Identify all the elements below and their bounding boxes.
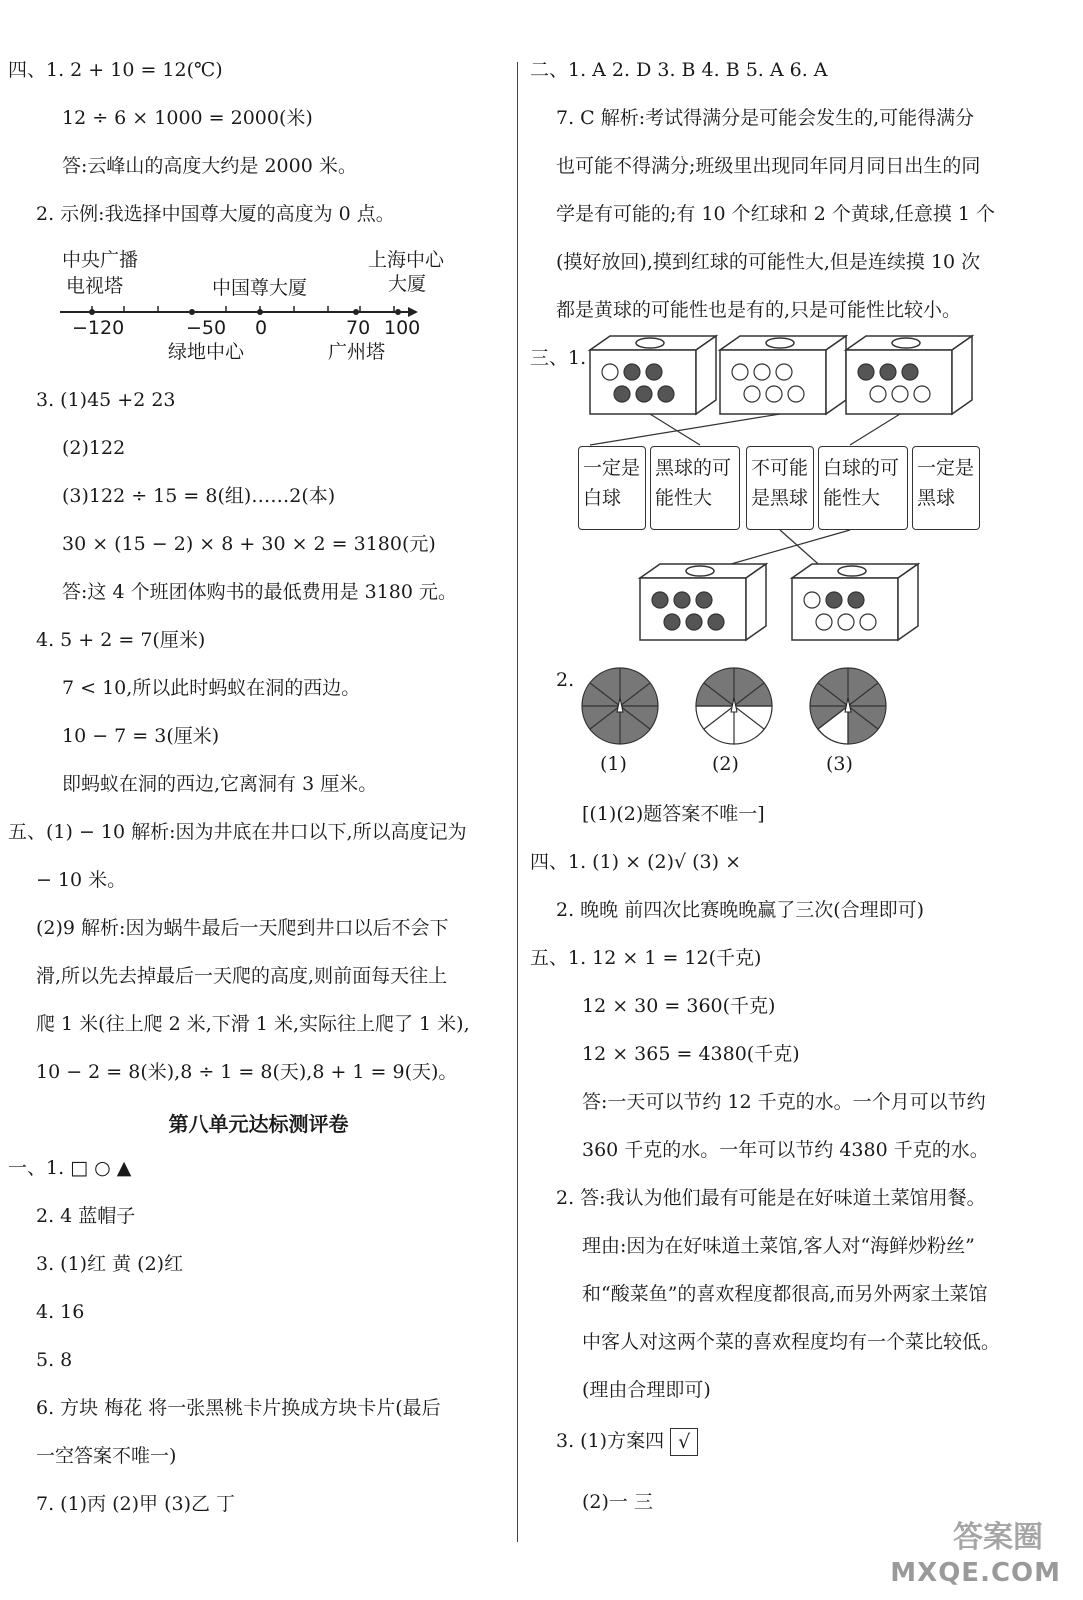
- answer-line: 12 ÷ 6 × 1000 = 2000(米): [62, 107, 313, 129]
- watermark-logo-text: 答案圈: [953, 1520, 1043, 1555]
- answer-line: 4. 5 + 2 = 7(厘米): [36, 629, 206, 651]
- number-line-label: 中央广播: [62, 249, 139, 271]
- answer-line: 也可能不得满分;班级里出现同年同月同日出生的同: [556, 155, 981, 177]
- answer-line: (2)122: [62, 437, 126, 459]
- watermark-url: MXQE.COM: [890, 1558, 1061, 1588]
- spinner-label: (2): [712, 753, 739, 775]
- answer-line: 即蚂蚁在洞的西边,它离洞有 3 厘米。: [62, 773, 378, 795]
- answer-line: 2. 晚晚 前四次比赛晚晚赢了三次(合理即可): [556, 899, 925, 921]
- answer-line: 都是黄球的可能性也是有的,只是可能性比较小。: [556, 299, 962, 321]
- number-line-label: 电视塔: [66, 275, 124, 297]
- answer-line: 10 − 2 = 8(米),8 ÷ 1 = 8(天),8 + 1 = 9(天)。: [36, 1061, 458, 1083]
- tick-label: −50: [186, 317, 227, 339]
- probability-card: 白球的可能性大: [818, 446, 908, 530]
- probability-card: 一定是黑球: [912, 446, 980, 530]
- answer-line: 3. (1)45 +2 23: [36, 389, 176, 411]
- answer-line: 五、(1) − 10 解析:因为井底在井口以下,所以高度记为: [8, 821, 467, 843]
- tick-label: 70: [346, 317, 371, 339]
- answer-line: 4. 16: [36, 1301, 85, 1323]
- answer-line: 答:一天可以节约 12 千克的水。一个月可以节约: [582, 1091, 986, 1113]
- number-line-label: 绿地中心: [168, 341, 245, 363]
- number-line-label: 上海中心: [368, 249, 445, 271]
- answer-line: 2. 答:我认为他们最有可能是在好味道土菜馆用餐。: [556, 1187, 986, 1209]
- number-line-label: 广州塔: [328, 341, 386, 363]
- number-line-label: 中国尊大厦: [212, 277, 308, 299]
- answer-line: 360 千克的水。一年可以节约 4380 千克的水。: [582, 1139, 989, 1161]
- section-title: 第八单元达标测评卷: [168, 1112, 349, 1136]
- answer-line: 答:云峰山的高度大约是 2000 米。: [62, 155, 357, 177]
- answer-line: 中客人对这两个菜的喜欢程度均有一个菜比较低。: [582, 1331, 1001, 1353]
- spinner-label: (1): [600, 753, 627, 775]
- column-divider: [517, 62, 518, 1542]
- answer-line: 3. (1)红 黄 (2)红: [36, 1253, 184, 1275]
- spinner-diagrams: [574, 664, 894, 754]
- answer-line: (3)122 ÷ 15 = 8(组)……2(本): [62, 485, 336, 507]
- answer-line: 五、1. 12 × 1 = 12(千克): [530, 947, 762, 969]
- number-line-label: 大厦: [388, 273, 427, 295]
- answer-line: 6. 方块 梅花 将一张黑桃卡片换成方块卡片(最后: [36, 1397, 441, 1419]
- answer-line: (2)一 三: [582, 1491, 653, 1513]
- answer-line: 2. 4 蓝帽子: [36, 1205, 136, 1227]
- tick-label: 100: [384, 317, 421, 339]
- answer-line: 一空答案不唯一): [36, 1445, 177, 1467]
- answer-line: 学是有可能的;有 10 个红球和 2 个黄球,任意摸 1 个: [556, 203, 996, 225]
- answer-line: 三、1.: [530, 347, 587, 369]
- answer-line: 2. 示例:我选择中国尊大厦的高度为 0 点。: [36, 203, 395, 225]
- answer-line: 7 < 10,所以此时蚂蚁在洞的西边。: [62, 677, 361, 699]
- answer-line: 5. 8: [36, 1349, 73, 1371]
- answer-line: 2.: [556, 669, 575, 691]
- answer-line: 二、1. A 2. D 3. B 4. B 5. A 6. A: [530, 59, 828, 81]
- answer-line: 12 × 30 = 360(千克): [582, 995, 776, 1017]
- answer-line: 和“酸菜鱼”的喜欢程度都很高,而另外两家土菜馆: [582, 1283, 988, 1305]
- answer-line: 7. C 解析:考试得满分是可能会发生的,可能得满分: [556, 107, 975, 129]
- answer-line: (2)9 解析:因为蜗牛最后一天爬到井口以后不会下: [36, 917, 449, 939]
- tick-label: −120: [72, 317, 125, 339]
- probability-card: 不可能是黑球: [746, 446, 814, 530]
- answer-line: 一、1. □ ○ ▲: [8, 1157, 132, 1179]
- answer-line: 四、1. (1) × (2)√ (3) ×: [530, 851, 742, 873]
- probability-card: 一定是白球: [578, 446, 646, 530]
- tick-label: 0: [255, 317, 268, 339]
- answer-line: 爬 1 米(往上爬 2 米,下滑 1 米,实际往上爬了 1 米),: [36, 1013, 470, 1035]
- answer-line: 12 × 365 = 4380(千克): [582, 1043, 800, 1065]
- answer-text: 3. (1)方案四: [556, 1430, 665, 1452]
- probability-card: 黑球的可能性大: [650, 446, 740, 530]
- answer-line: 理由:因为在好味道土菜馆,客人对“海鲜炒粉丝”: [582, 1235, 975, 1257]
- answer-line: 答:这 4 个班团体购书的最低费用是 3180 元。: [62, 581, 458, 603]
- answer-line: 四、1. 2 + 10 = 12(℃): [8, 59, 223, 81]
- answer-line: 7. (1)丙 (2)甲 (3)乙 丁: [36, 1493, 236, 1515]
- answer-line: [556, 1428, 698, 1456]
- answer-line: − 10 米。: [36, 869, 127, 891]
- answer-line: 滑,所以先去掉最后一天爬的高度,则前面每天往上: [36, 965, 448, 987]
- answer-line: 10 − 7 = 3(厘米): [62, 725, 220, 747]
- spinner-label: (3): [826, 753, 853, 775]
- check-box: √: [670, 1428, 698, 1456]
- answer-line: (理由合理即可): [582, 1379, 711, 1401]
- answer-line: [(1)(2)题答案不唯一]: [582, 803, 765, 825]
- answer-line: 30 × (15 − 2) × 8 + 30 × 2 = 3180(元): [62, 533, 436, 555]
- answer-line: (摸好放回),摸到红球的可能性大,但是连续摸 10 次: [556, 251, 981, 273]
